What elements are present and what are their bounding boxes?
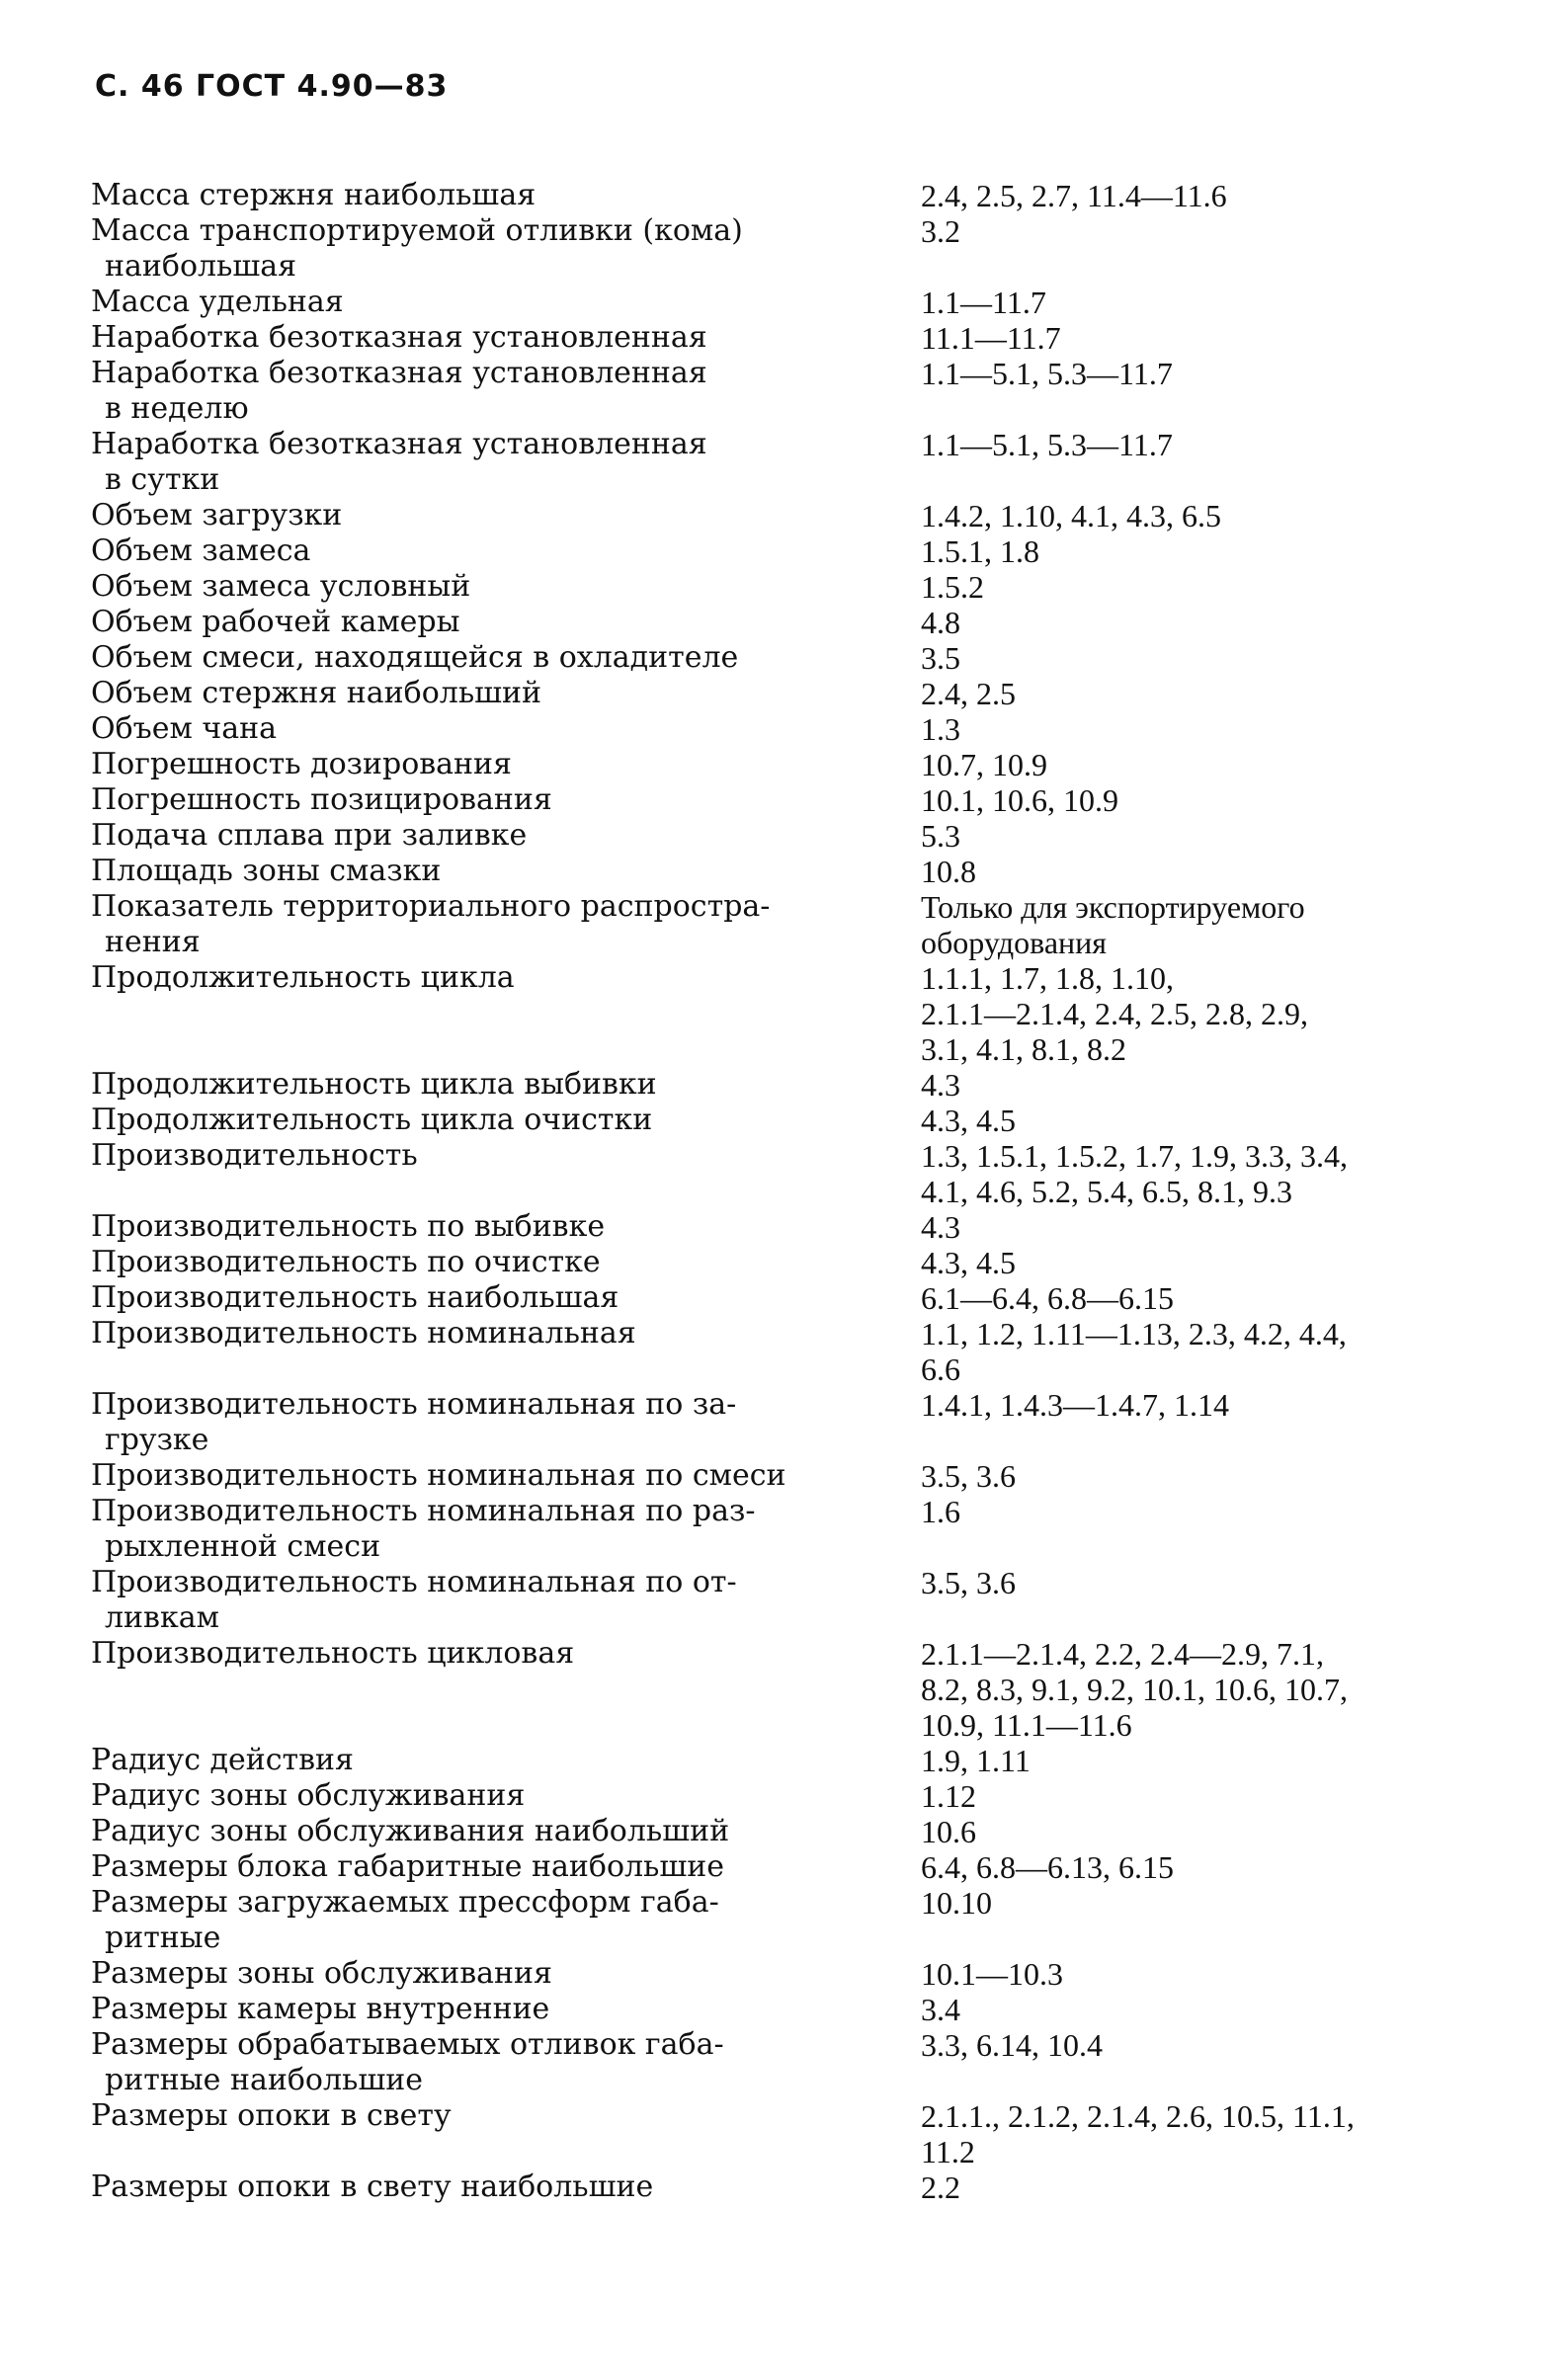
term-line: Объем замеса условный: [91, 569, 471, 604]
entry-refs: [921, 1458, 1488, 1494]
ref-line: 6.4, 6.8—6.13, 6.15: [921, 1849, 1174, 1885]
term-line: Производительность по выбивке: [91, 1209, 606, 1244]
term-line: Размеры опоки в свету: [91, 2098, 452, 2133]
ref-line: 10.10: [921, 1885, 992, 1921]
entry-term: [91, 2098, 871, 2134]
term-line: Наработка безотказная установленная: [91, 320, 707, 355]
ref-line: 10.8: [921, 854, 976, 889]
index-entry: [91, 2169, 1494, 2205]
entry-term: [91, 213, 871, 285]
entry-refs: [921, 1387, 1488, 1423]
entry-term: [91, 1138, 871, 1174]
ref-line: 1.5.2: [921, 569, 984, 605]
entry-refs: [921, 960, 1488, 1067]
entry-refs: [921, 1885, 1488, 1921]
entry-refs: [921, 854, 1488, 889]
ref-line: 2.4, 2.5: [921, 676, 1016, 711]
index-entry: [91, 854, 1494, 889]
entry-term: [91, 1494, 871, 1565]
entry-refs: [921, 1138, 1488, 1209]
entry-refs: [921, 1067, 1488, 1103]
entry-refs: [921, 1565, 1488, 1600]
ref-line: 4.3: [921, 1067, 960, 1103]
index-entry: [91, 356, 1494, 427]
ref-line: 1.3, 1.5.1, 1.5.2, 1.7, 1.9, 3.3, 3.4,: [921, 1138, 1348, 1174]
entry-term: [91, 1458, 871, 1494]
term-line: Объем чана: [91, 711, 277, 746]
entry-refs: [921, 1849, 1488, 1885]
term-line: Размеры обрабатываемых отливок габа-: [91, 2027, 724, 2062]
ref-line: 10.9, 11.1—11.6: [921, 1707, 1132, 1743]
ref-line: 1.1.1, 1.7, 1.8, 1.10,: [921, 960, 1174, 996]
entry-refs: [921, 818, 1488, 854]
entry-refs: [921, 747, 1488, 782]
page-header: С. 46 ГОСТ 4.90—83: [95, 69, 449, 104]
index-entry: [91, 640, 1494, 676]
entry-term: [91, 960, 871, 996]
ref-line: 3.3, 6.14, 10.4: [921, 2027, 1103, 2063]
term-line: Радиус действия: [91, 1743, 354, 1777]
entry-refs: [921, 178, 1488, 213]
ref-line: 3.5, 3.6: [921, 1458, 1016, 1494]
index-entries: [91, 178, 1494, 2205]
entry-refs: [921, 213, 1488, 249]
ref-line: 1.1—5.1, 5.3—11.7: [921, 427, 1173, 462]
ref-line: 1.4.2, 1.10, 4.1, 4.3, 6.5: [921, 498, 1221, 533]
ref-line: 1.6: [921, 1494, 960, 1529]
term-line: Объем стержня наибольший: [91, 676, 542, 710]
ref-line: 1.4.1, 1.4.3—1.4.7, 1.14: [921, 1387, 1229, 1423]
index-entry: [91, 1316, 1494, 1387]
entry-term: [91, 1885, 871, 1956]
term-line: Масса стержня наибольшая: [91, 178, 536, 212]
term-line: Объем замеса: [91, 533, 311, 568]
ref-line: 11.2: [921, 2134, 975, 2169]
entry-term: [91, 1636, 871, 1672]
entry-term: [91, 1849, 871, 1885]
entry-refs: [921, 605, 1488, 640]
index-entry: [91, 1494, 1494, 1565]
entry-refs: [921, 782, 1488, 818]
term-line: Размеры блока габаритные наибольшие: [91, 1849, 725, 1884]
entry-refs: [921, 1956, 1488, 1992]
index-entry: [91, 889, 1494, 960]
entry-refs: [921, 498, 1488, 533]
term-line: Производительность: [91, 1138, 418, 1173]
entry-refs: [921, 1814, 1488, 1849]
term-line: Масса удельная: [91, 285, 344, 319]
term-line: ливкам: [105, 1600, 219, 1635]
ref-line: 10.6: [921, 1814, 976, 1849]
entry-refs: [921, 889, 1488, 960]
index-entry: [91, 1849, 1494, 1885]
index-entry: [91, 605, 1494, 640]
index-entry: [91, 711, 1494, 747]
ref-line: 2.1.1., 2.1.2, 2.1.4, 2.6, 10.5, 11.1,: [921, 2098, 1355, 2134]
entry-term: [91, 1743, 871, 1778]
ref-line: 6.6: [921, 1351, 960, 1387]
entry-term: [91, 569, 871, 605]
entry-term: [91, 1956, 871, 1992]
ref-line: 4.3, 4.5: [921, 1245, 1016, 1280]
term-line: ритные наибольшие: [105, 2063, 423, 2097]
entry-term: [91, 854, 871, 889]
term-line: Производительность цикловая: [91, 1636, 575, 1671]
index-entry: [91, 533, 1494, 569]
ref-line: 3.2: [921, 213, 960, 249]
ref-line: 1.5.1, 1.8: [921, 533, 1039, 569]
term-line: Производительность номинальная: [91, 1316, 636, 1350]
index-entry: [91, 1458, 1494, 1494]
term-line: Размеры загружаемых прессформ габа-: [91, 1885, 719, 1920]
index-entry: [91, 782, 1494, 818]
index-entry: [91, 320, 1494, 356]
entry-term: [91, 1387, 871, 1458]
term-line: Продолжительность цикла выбивки: [91, 1067, 657, 1102]
ref-line: 6.1—6.4, 6.8—6.15: [921, 1280, 1174, 1316]
index-entry: [91, 2098, 1494, 2169]
entry-term: [91, 498, 871, 533]
ref-line: 4.3: [921, 1209, 960, 1245]
index-entry: [91, 1565, 1494, 1636]
index-entry: [91, 498, 1494, 533]
entry-term: [91, 1316, 871, 1351]
term-line: Показатель территориального распростра-: [91, 889, 771, 924]
ref-line: 4.8: [921, 605, 960, 640]
ref-line: 3.1, 4.1, 8.1, 8.2: [921, 1031, 1126, 1067]
term-line: Наработка безотказная установленная: [91, 356, 707, 390]
ref-line: 1.1—5.1, 5.3—11.7: [921, 356, 1173, 391]
entry-term: [91, 818, 871, 854]
term-line: Погрешность дозирования: [91, 747, 512, 781]
entry-refs: [921, 1743, 1488, 1778]
index-entry: [91, 1209, 1494, 1245]
ref-line: 1.9, 1.11: [921, 1743, 1031, 1778]
ref-line: 1.1, 1.2, 1.11—1.13, 2.3, 4.2, 4.4,: [921, 1316, 1347, 1351]
entry-refs: [921, 676, 1488, 711]
ref-line: 1.12: [921, 1778, 976, 1814]
term-line: Производительность наибольшая: [91, 1280, 619, 1315]
term-line: Продолжительность цикла очистки: [91, 1103, 653, 1137]
entry-term: [91, 889, 871, 960]
entry-term: [91, 533, 871, 569]
index-entry: [91, 676, 1494, 711]
index-entry: [91, 960, 1494, 1067]
term-line: нения: [105, 925, 201, 959]
index-entry: [91, 1992, 1494, 2027]
ref-line: 3.4: [921, 1992, 960, 2027]
ref-line: 11.1—11.7: [921, 320, 1061, 356]
term-line: Площадь зоны смазки: [91, 854, 442, 888]
ref-line: 10.7, 10.9: [921, 747, 1047, 782]
entry-refs: [921, 320, 1488, 356]
term-line: Производительность по очистке: [91, 1245, 601, 1279]
entry-refs: [921, 2027, 1488, 2063]
ref-line: 10.1—10.3: [921, 1956, 1063, 1992]
ref-line: 2.4, 2.5, 2.7, 11.4—11.6: [921, 178, 1227, 213]
entry-term: [91, 285, 871, 320]
ref-line: 1.3: [921, 711, 960, 747]
term-line: Продолжительность цикла: [91, 960, 515, 995]
entry-refs: [921, 1103, 1488, 1138]
entry-term: [91, 427, 871, 498]
term-line: Наработка безотказная установленная: [91, 427, 707, 461]
index-entry: [91, 1743, 1494, 1778]
entry-refs: [921, 1209, 1488, 1245]
term-line: Объем смеси, находящейся в охладителе: [91, 640, 739, 675]
index-entry: [91, 1103, 1494, 1138]
entry-term: [91, 1209, 871, 1245]
term-line: Производительность номинальная по смеси: [91, 1458, 786, 1493]
index-entry: [91, 285, 1494, 320]
ref-line: 3.5: [921, 640, 960, 676]
ref-line: 4.1, 4.6, 5.2, 5.4, 6.5, 8.1, 9.3: [921, 1174, 1292, 1209]
entry-refs: [921, 2098, 1488, 2169]
term-line: Объем рабочей камеры: [91, 605, 460, 639]
entry-term: [91, 1245, 871, 1280]
entry-refs: [921, 711, 1488, 747]
entry-refs: [921, 2169, 1488, 2205]
entry-refs: [921, 1992, 1488, 2027]
entry-term: [91, 1565, 871, 1636]
term-line: Размеры опоки в свету наибольшие: [91, 2169, 654, 2204]
ref-line: оборудования: [921, 925, 1107, 960]
index-entry: [91, 1885, 1494, 1956]
term-line: в сутки: [105, 462, 220, 497]
term-line: наибольшая: [105, 249, 297, 284]
ref-line: 3.5, 3.6: [921, 1565, 1016, 1600]
entry-term: [91, 1280, 871, 1316]
ref-line: Только для экспортируемого: [921, 889, 1305, 925]
index-entry: [91, 213, 1494, 285]
entry-refs: [921, 640, 1488, 676]
entry-refs: [921, 1636, 1488, 1743]
entry-refs: [921, 569, 1488, 605]
term-line: Размеры камеры внутренние: [91, 1992, 550, 2026]
term-line: Подача сплава при заливке: [91, 818, 528, 853]
entry-refs: [921, 1245, 1488, 1280]
index-entry: [91, 178, 1494, 213]
entry-refs: [921, 533, 1488, 569]
index-entry: [91, 1245, 1494, 1280]
entry-refs: [921, 1778, 1488, 1814]
term-line: Погрешность позицирования: [91, 782, 552, 817]
term-line: Производительность номинальная по за-: [91, 1387, 737, 1422]
entry-term: [91, 2027, 871, 2098]
index-entry: [91, 1814, 1494, 1849]
entry-refs: [921, 285, 1488, 320]
index-entry: [91, 1956, 1494, 1992]
entry-term: [91, 1814, 871, 1849]
entry-term: [91, 1067, 871, 1103]
entry-term: [91, 1992, 871, 2027]
entry-term: [91, 1103, 871, 1138]
entry-term: [91, 711, 871, 747]
index-entry: [91, 1778, 1494, 1814]
ref-line: 2.1.1—2.1.4, 2.4, 2.5, 2.8, 2.9,: [921, 996, 1308, 1031]
ref-line: 4.3, 4.5: [921, 1103, 1016, 1138]
entry-term: [91, 640, 871, 676]
ref-line: 8.2, 8.3, 9.1, 9.2, 10.1, 10.6, 10.7,: [921, 1672, 1348, 1707]
entry-refs: [921, 1316, 1488, 1387]
term-line: Радиус зоны обслуживания наибольший: [91, 1814, 730, 1848]
index-entry: [91, 1138, 1494, 1209]
term-line: ритные: [105, 1921, 221, 1955]
term-line: Размеры зоны обслуживания: [91, 1956, 552, 1991]
index-entry: [91, 2027, 1494, 2098]
ref-line: 2.1.1—2.1.4, 2.2, 2.4—2.9, 7.1,: [921, 1636, 1324, 1672]
entry-term: [91, 605, 871, 640]
term-line: Производительность номинальная по от-: [91, 1565, 737, 1599]
entry-term: [91, 356, 871, 427]
entry-term: [91, 1778, 871, 1814]
term-line: в неделю: [105, 391, 249, 426]
ref-line: 1.1—11.7: [921, 285, 1046, 320]
index-entry: [91, 747, 1494, 782]
index-entry: [91, 427, 1494, 498]
index-entry: [91, 1636, 1494, 1743]
ref-line: 10.1, 10.6, 10.9: [921, 782, 1118, 818]
term-line: грузке: [105, 1423, 209, 1457]
entry-term: [91, 320, 871, 356]
term-line: Масса транспортируемой отливки (кома): [91, 213, 743, 248]
entry-term: [91, 747, 871, 782]
entry-term: [91, 2169, 871, 2205]
entry-refs: [921, 1280, 1488, 1316]
entry-term: [91, 676, 871, 711]
ref-line: 2.2: [921, 2169, 960, 2205]
entry-term: [91, 178, 871, 213]
index-entry: [91, 569, 1494, 605]
entry-term: [91, 782, 871, 818]
entry-refs: [921, 427, 1488, 462]
term-line: Производительность номинальная по раз-: [91, 1494, 756, 1528]
term-line: рыхленной смеси: [105, 1529, 381, 1564]
term-line: Объем загрузки: [91, 498, 343, 532]
index-entry: [91, 1067, 1494, 1103]
term-line: Радиус зоны обслуживания: [91, 1778, 526, 1813]
index-entry: [91, 1280, 1494, 1316]
entry-refs: [921, 356, 1488, 391]
entry-refs: [921, 1494, 1488, 1529]
ref-line: 5.3: [921, 818, 960, 854]
index-entry: [91, 1387, 1494, 1458]
index-entry: [91, 818, 1494, 854]
